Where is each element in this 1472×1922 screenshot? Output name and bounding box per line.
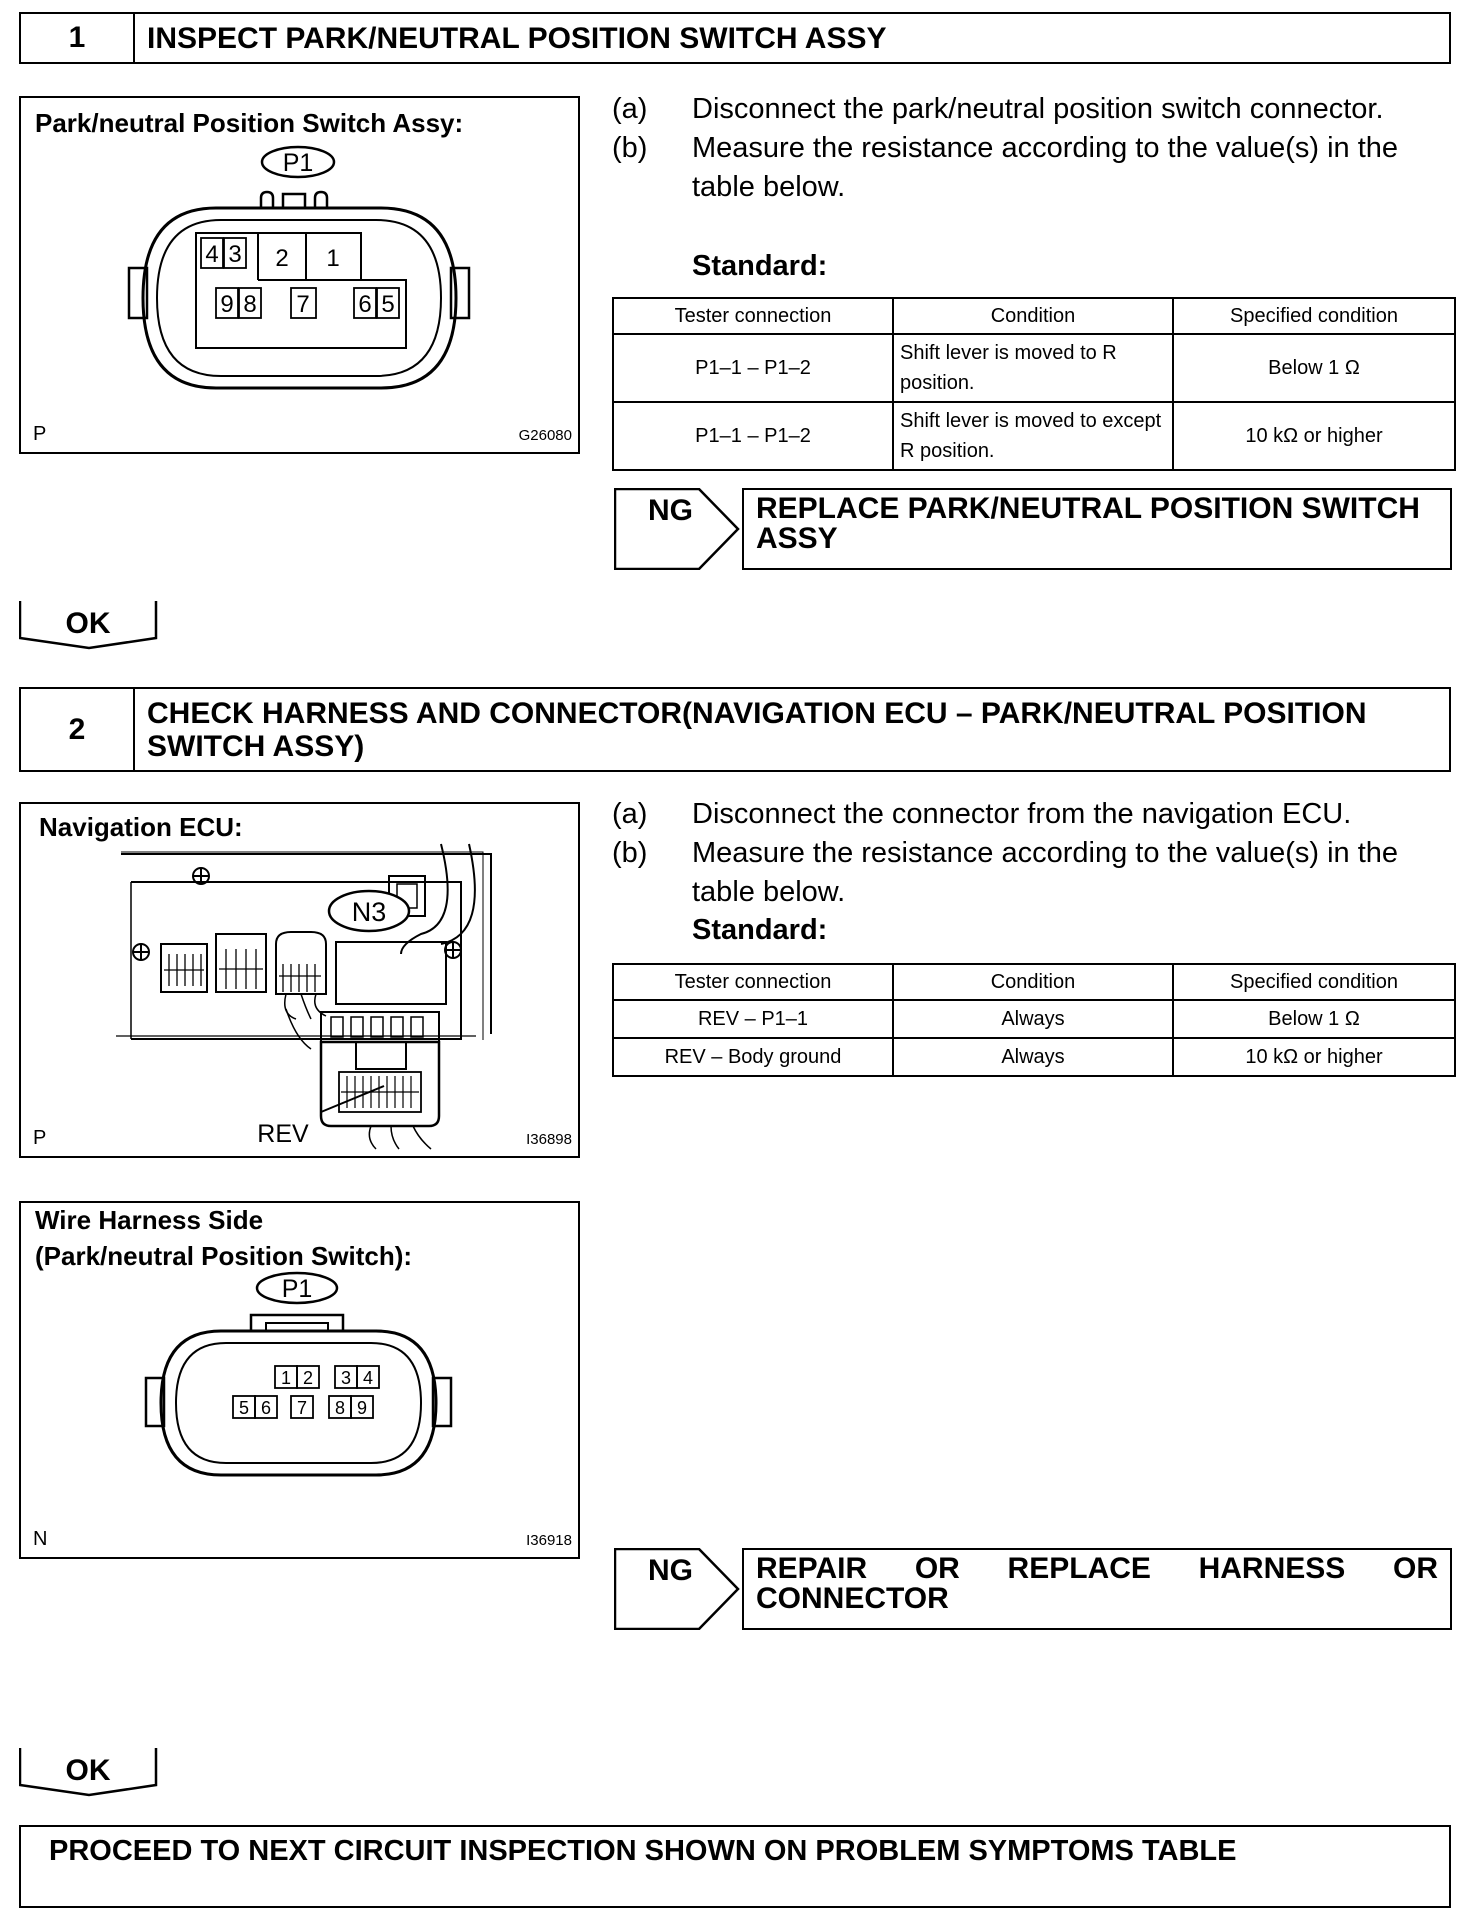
park-neutral-switch-connector-diagram (21, 98, 578, 452)
pin-6: 6 (260, 1398, 272, 1418)
ok-label: OK (65, 607, 111, 640)
standard-label: Standard: (692, 914, 828, 946)
figure-caption: Park/neutral Position Switch Assy: (35, 108, 464, 138)
step2-ng-result (614, 1548, 1452, 1630)
step2-ecu-figure (19, 802, 580, 1158)
step1-spec-table (612, 297, 1456, 471)
step1-instructions (612, 90, 1457, 207)
table-header: Condition (893, 298, 1173, 334)
pin-9: 9 (220, 291, 234, 318)
pin-7: 7 (296, 291, 310, 318)
pin-2: 2 (275, 245, 289, 272)
pin-5: 5 (238, 1398, 250, 1418)
table-row: P1–1 – P1–2 Shift lever is moved to except R position. 10 kΩ or higher (613, 402, 1455, 470)
navigation-ecu-diagram (21, 804, 578, 1156)
step1-figure (19, 96, 580, 454)
step1-ok-result (19, 600, 157, 648)
figure-caption-line1: Wire Harness Side (35, 1205, 264, 1235)
figure-code: G26080 (518, 427, 572, 444)
table-header: Specified condition (1173, 964, 1455, 1000)
pin-1: 1 (326, 245, 340, 272)
step2-number: 2 (21, 689, 135, 770)
ng-label: NG (648, 494, 693, 527)
figure-code: I36918 (526, 1532, 572, 1549)
table-header: Specified condition (1173, 298, 1455, 334)
table-row: REV – P1–1 Always Below 1 Ω (613, 1000, 1455, 1038)
step1-title: INSPECT PARK/NEUTRAL POSITION SWITCH ASSY (147, 22, 887, 55)
pin-8: 8 (334, 1398, 346, 1418)
table-header: Condition (893, 964, 1173, 1000)
step2-instructions (612, 795, 1457, 912)
terminal-label-rev: REV (257, 1120, 309, 1148)
ng-action: REPLACE PARK/NEUTRAL POSITION SWITCH ASSY (742, 488, 1452, 570)
instruction-item: (a) Disconnect the park/neutral position switch connector. (612, 93, 1384, 125)
ng-label: NG (648, 1554, 693, 1587)
ok-label: OK (65, 1754, 111, 1787)
step1-ng-result (614, 488, 1452, 570)
standard-label: Standard: (692, 250, 828, 282)
pin-9: 9 (356, 1398, 368, 1418)
figure-caption: Navigation ECU: (39, 812, 243, 842)
table-header: Tester connection (613, 964, 893, 1000)
table-row: REV – Body ground Always 10 kΩ or higher (613, 1038, 1455, 1076)
pin-8: 8 (243, 291, 257, 318)
table-header: Tester connection (613, 298, 893, 334)
connector-label-n3: N3 (351, 897, 387, 927)
pin-2: 2 (302, 1368, 314, 1388)
step1-header (19, 12, 1451, 64)
step2-spec-table (612, 963, 1456, 1077)
figure-code: I36898 (526, 1131, 572, 1148)
step2-ok-result (19, 1747, 157, 1795)
step1-number: 1 (21, 14, 135, 62)
step2-title: CHECK HARNESS AND CONNECTOR(NAVIGATION ECU – PARK/NEUTRAL POSITION SWITCH ASSY) (147, 697, 1367, 763)
pin-4: 4 (362, 1368, 374, 1388)
connector-label-p1: P1 (281, 1275, 313, 1303)
instruction-item: (a) Disconnect the connector from the navigation ECU. (612, 798, 1352, 830)
wire-harness-connector-diagram (21, 1203, 578, 1557)
connector-label-p1: P1 (282, 149, 314, 177)
instruction-item: (b) Measure the resistance according to the value(s) in the table below. (612, 837, 1399, 908)
step2-harness-figure (19, 1201, 580, 1559)
pin-1: 1 (280, 1368, 292, 1388)
pin-6: 6 (358, 291, 372, 318)
table-row: P1–1 – P1–2 Shift lever is moved to R position. Below 1 Ω (613, 334, 1455, 402)
figure-corner-letter: P (33, 423, 47, 445)
pin-3: 3 (340, 1368, 352, 1388)
pin-3: 3 (228, 241, 242, 268)
final-action: PROCEED TO NEXT CIRCUIT INSPECTION SHOWN ON PROBLEM SYMPTOMS TABLE (19, 1825, 1451, 1908)
pin-5: 5 (381, 291, 395, 318)
pin-7: 7 (296, 1398, 308, 1418)
pin-4: 4 (205, 241, 219, 268)
figure-corner-letter: P (33, 1127, 47, 1149)
figure-corner-letter: N (33, 1528, 48, 1550)
ng-action: REPAIR OR REPLACE HARNESS OR CONNECTOR (742, 1548, 1452, 1630)
figure-caption-line2: (Park/neutral Position Switch): (35, 1241, 413, 1271)
instruction-item: (b) Measure the resistance according to the value(s) in the table below. (612, 132, 1399, 203)
step2-header (19, 687, 1451, 772)
